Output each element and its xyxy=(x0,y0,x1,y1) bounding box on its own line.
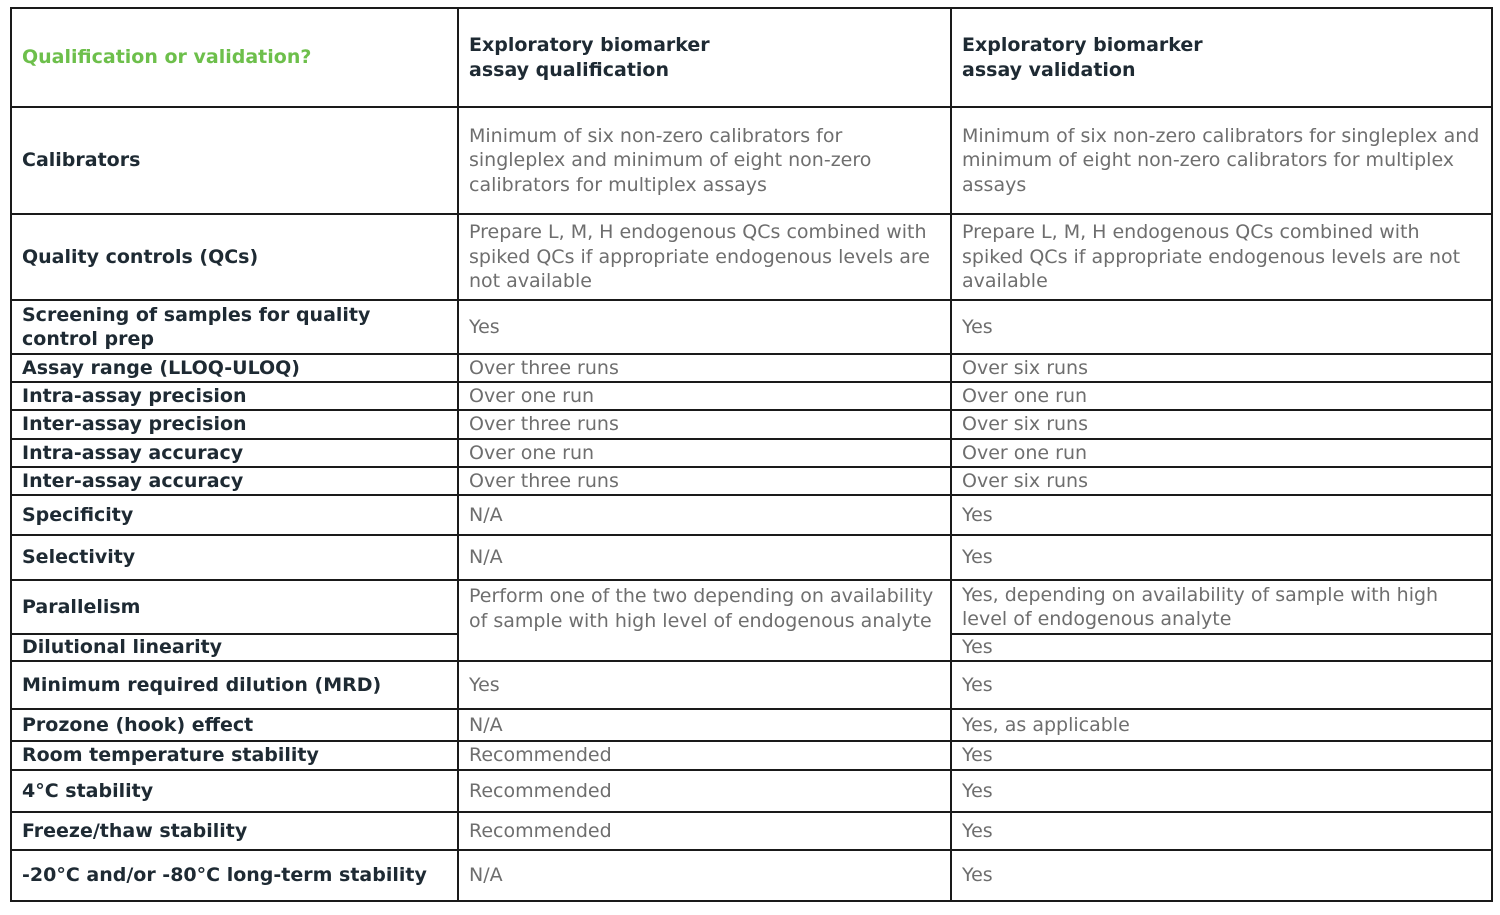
qualification-cell: Over one run xyxy=(458,382,951,410)
table-row xyxy=(11,850,1492,901)
qualification-cell: Recommended xyxy=(458,770,951,812)
validation-cell: Yes xyxy=(951,850,1492,901)
validation-cell: Yes xyxy=(951,495,1492,535)
row-label: Quality controls (QCs) xyxy=(11,214,458,300)
qualification-cell: Prepare L, M, H endogenous QCs combined with spiked QCs if appropriate endogenous levels are not available xyxy=(458,214,951,300)
row-label: Intra-assay precision xyxy=(11,382,458,410)
row-label: Screening of samples for quality control prep xyxy=(11,300,458,354)
qualification-merged-cell: Perform one of the two depending on availability of sample with high level of endogenous analyte xyxy=(458,580,951,661)
validation-cell: Over one run xyxy=(951,382,1492,410)
row-label: Inter-assay accuracy xyxy=(11,467,458,495)
table-row xyxy=(11,812,1492,850)
table-row xyxy=(11,661,1492,709)
row-label: 4°C stability xyxy=(11,770,458,812)
qualification-cell: Over one run xyxy=(458,439,951,467)
row-label: -20°C and/or -80°C long-term stability xyxy=(11,850,458,901)
table-row xyxy=(11,382,1492,410)
qualification-cell: Minimum of six non-zero calibrators for singleplex and minimum of eight non-zero calibrators for multiplex assays xyxy=(458,107,951,214)
table-row xyxy=(11,467,1492,495)
qualification-cell: Yes xyxy=(458,300,951,354)
validation-cell: Yes xyxy=(951,300,1492,354)
validation-cell: Yes xyxy=(951,535,1492,580)
header-row xyxy=(11,8,1492,107)
row-label: Dilutional linearity xyxy=(11,634,458,661)
table-row xyxy=(11,300,1492,354)
qualification-cell: N/A xyxy=(458,495,951,535)
qualification-cell: Yes xyxy=(458,661,951,709)
validation-cell: Over six runs xyxy=(951,354,1492,382)
table-row xyxy=(11,214,1492,300)
table-row xyxy=(11,535,1492,580)
qualification-cell: N/A xyxy=(458,535,951,580)
row-label: Minimum required dilution (MRD) xyxy=(11,661,458,709)
table-row xyxy=(11,741,1492,770)
qualification-cell: N/A xyxy=(458,709,951,741)
qualification-cell: Over three runs xyxy=(458,354,951,382)
row-label: Selectivity xyxy=(11,535,458,580)
qualification-cell: Recommended xyxy=(458,741,951,770)
row-label: Specificity xyxy=(11,495,458,535)
validation-cell: Yes xyxy=(951,634,1492,661)
validation-cell: Yes xyxy=(951,812,1492,850)
validation-cell: Yes xyxy=(951,741,1492,770)
validation-cell: Yes, as applicable xyxy=(951,709,1492,741)
qualification-cell: Over three runs xyxy=(458,410,951,439)
table-row xyxy=(11,580,1492,634)
qualification-cell: N/A xyxy=(458,850,951,901)
row-label: Inter-assay precision xyxy=(11,410,458,439)
row-label: Assay range (LLOQ-ULOQ) xyxy=(11,354,458,382)
table-row xyxy=(11,107,1492,214)
table-row xyxy=(11,709,1492,741)
validation-cell: Yes xyxy=(951,661,1492,709)
validation-cell: Over six runs xyxy=(951,467,1492,495)
table-row xyxy=(11,410,1492,439)
qualification-cell: Recommended xyxy=(458,812,951,850)
row-label: Freeze/thaw stability xyxy=(11,812,458,850)
table-row xyxy=(11,439,1492,467)
validation-cell: Over six runs xyxy=(951,410,1492,439)
qualification-cell: Over three runs xyxy=(458,467,951,495)
table-row xyxy=(11,495,1492,535)
validation-column-header: Exploratory biomarker assay validation xyxy=(951,8,1492,107)
table-row xyxy=(11,354,1492,382)
row-label: Prozone (hook) effect xyxy=(11,709,458,741)
row-label: Intra-assay accuracy xyxy=(11,439,458,467)
validation-cell: Yes xyxy=(951,770,1492,812)
row-label: Calibrators xyxy=(11,107,458,214)
validation-cell: Prepare L, M, H endogenous QCs combined with spiked QCs if appropriate endogenous levels are not available xyxy=(951,214,1492,300)
row-label: Room temperature stability xyxy=(11,741,458,770)
qualification-column-header: Exploratory biomarker assay qualification xyxy=(458,8,951,107)
row-label: Parallelism xyxy=(11,580,458,634)
validation-cell: Minimum of six non-zero calibrators for singleplex and minimum of eight non-zero calibrators for multiplex assays xyxy=(951,107,1492,214)
validation-cell: Yes, depending on availability of sample with high level of endogenous analyte xyxy=(951,580,1492,634)
comparison-table xyxy=(10,7,1493,902)
corner-header: Qualification or validation? xyxy=(11,8,458,107)
table-row xyxy=(11,770,1492,812)
validation-cell: Over one run xyxy=(951,439,1492,467)
